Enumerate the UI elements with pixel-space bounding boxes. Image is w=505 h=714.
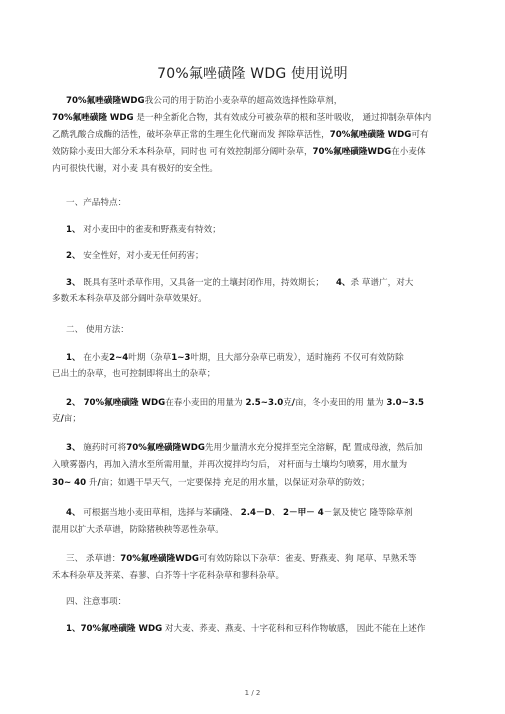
intro-text: 我公司的用于防治小麦杂草的超高效选择性除草剂， — [144, 96, 343, 106]
item-text: 施药时可将 — [80, 443, 127, 453]
item-text: 可有效防除以下杂草：雀麦、野燕麦、狗 尾草、早熟禾等 — [198, 554, 417, 564]
item-text: 、 — [271, 508, 284, 518]
value: / — [291, 398, 295, 408]
item-text: 在春小麦田的用量为 — [165, 398, 243, 408]
item-text: 先用少量清水充分搅拌至完全溶解，配 置成母液，然后加 — [204, 443, 423, 453]
item-number: 3、 — [66, 443, 81, 453]
item-number: 2、 — [66, 251, 81, 261]
product-name: 70%氟唑磺隆WDG — [126, 443, 205, 453]
item-text: －氯及使它 隆等除草剂 — [323, 508, 413, 518]
item-text: 升 — [86, 478, 98, 488]
item-text: 安全性好，对小麦无任何药害； — [80, 251, 204, 261]
intro-line-4 — [52, 147, 426, 158]
product-name: 70%氟唑磺隆WDG — [120, 554, 199, 564]
intro-line-3 — [52, 130, 429, 141]
intro-text: 乙酰乳酸合成酶的活性，破坏杂草正常的生理生化代谢而发 挥除草活性， — [52, 130, 330, 140]
intro-text: 效防除小麦田大部分禾本科杂草，同时也 可有效控制部分阔叶杂草， — [52, 147, 313, 157]
item-text: 叶期，且大部分杂草已萌发），适时施药 不仅可有效防除 — [190, 353, 404, 363]
intro-line-5 — [52, 164, 218, 175]
item-number: 1、 — [66, 225, 81, 235]
item-text: 对大麦、荞麦、燕麦、十字花科和豆科作物敏感， 因此不能在上述作 — [162, 624, 426, 634]
section-heading: 三、 杀草谱： — [66, 554, 121, 564]
product-name: 70%氟唑磺隆 WDG — [80, 398, 166, 408]
value: 30~ 40 — [52, 478, 87, 488]
product-name: 70%氟唑磺隆 WDG — [329, 130, 412, 140]
usage-item-2 — [66, 398, 424, 409]
spectrum-cont: 禾本科杂草及荠菜、春蓼、白芥等十字花科杂草和蓼科杂草。 — [52, 571, 285, 581]
feature-item-2 — [66, 251, 204, 262]
usage-item-3-cont: 入喷雾器内，再加入清水至所需用量，并再次搅拌均匀后， 对杆面与土壤均匀喷雾，用水量为 — [52, 460, 408, 470]
item-text: 可根据当地小麦田草相，选择与苯磺隆、 — [80, 508, 241, 518]
intro-line-1 — [66, 96, 342, 107]
item-number: 3、 — [66, 278, 81, 288]
product-name: 70%氟唑磺隆 WDG — [80, 624, 163, 634]
usage-item-3 — [66, 443, 422, 454]
value: 2－甲－ 4 — [283, 508, 324, 518]
document-title: 70%氟唑磺隆 WDG 使用说明 — [157, 66, 348, 82]
usage-item-2-cont — [52, 414, 81, 425]
value: / — [60, 414, 64, 424]
usage-item-4 — [66, 508, 412, 519]
item-text: 在小麦 — [80, 353, 110, 363]
usage-item-4-cont: 混用以扩大杀草谱，防除猪秧秧等恶性杂草。 — [52, 525, 224, 535]
value: 2~4 — [109, 353, 129, 363]
notes-item-1 — [66, 624, 425, 635]
feature-item-3-cont: 多数禾本科杂草及部分阔叶杂草效果好。 — [52, 294, 207, 304]
value: 2.4－D — [240, 508, 272, 518]
item-text: 克 — [52, 414, 61, 424]
value: 1~3 — [171, 353, 191, 363]
intro-text: 可有 — [411, 130, 429, 140]
item-number: 1、 — [66, 624, 81, 634]
page-number: 1 / 2 — [244, 689, 261, 697]
intro-text: 在小麦体 — [391, 147, 426, 157]
feature-item-1 — [66, 225, 221, 236]
usage-item-3-cont-2 — [52, 478, 370, 489]
section-heading-spectrum — [66, 554, 417, 565]
intro-text: 是一种全新化合物，其有效成分可被杂草的根和茎叶吸收， 通过抑制杂草体内 — [133, 113, 432, 123]
item-number: 4、 — [66, 508, 81, 518]
feature-item-3 — [66, 278, 413, 289]
section-heading-features: 一、产品特点： — [66, 198, 127, 208]
usage-item-1-cont: 已出土的杂草，也可控制即将出土的杂草； — [52, 369, 216, 379]
value: 2.5~3.0 — [242, 398, 284, 408]
item-text: 亩；如遇干旱天气，一定要保持 充足的用水量，以保证对杂草的防效； — [100, 478, 370, 488]
usage-item-1 — [66, 353, 404, 364]
item-text: 既具有茎叶杀草作用，又具备一定的土壤封闭作用，持效期长； — [80, 278, 324, 288]
item-text: 对小麦田中的雀麦和野燕麦有特效； — [80, 225, 221, 235]
item-text: 杀 草谱广，对大 — [350, 278, 414, 288]
item-text: 叶期（杂草 — [128, 353, 172, 363]
intro-text: 内可很快代谢，对小麦 具有极好的安全性。 — [52, 164, 219, 174]
item-text: 克 — [283, 398, 292, 408]
intro-line-2 — [52, 113, 431, 124]
item-number: 1、 — [66, 353, 81, 363]
product-name: 70%氟唑磺隆 WDG — [52, 113, 134, 123]
value: 3.0~3.5 — [386, 398, 424, 408]
value: / — [97, 478, 101, 488]
section-heading-notes: 四、注意事项： — [66, 597, 127, 607]
item-number: 4、 — [335, 278, 351, 288]
item-text: 亩，冬小麦田的用 量为 — [294, 398, 387, 408]
product-name: 70%氟唑磺隆WDG — [66, 96, 145, 106]
product-name: 70%氟唑磺隆WDG — [312, 147, 392, 157]
item-text: 亩； — [63, 414, 81, 424]
section-heading-usage: 二、 使用方法： — [66, 325, 129, 335]
item-number: 2、 — [66, 398, 81, 408]
